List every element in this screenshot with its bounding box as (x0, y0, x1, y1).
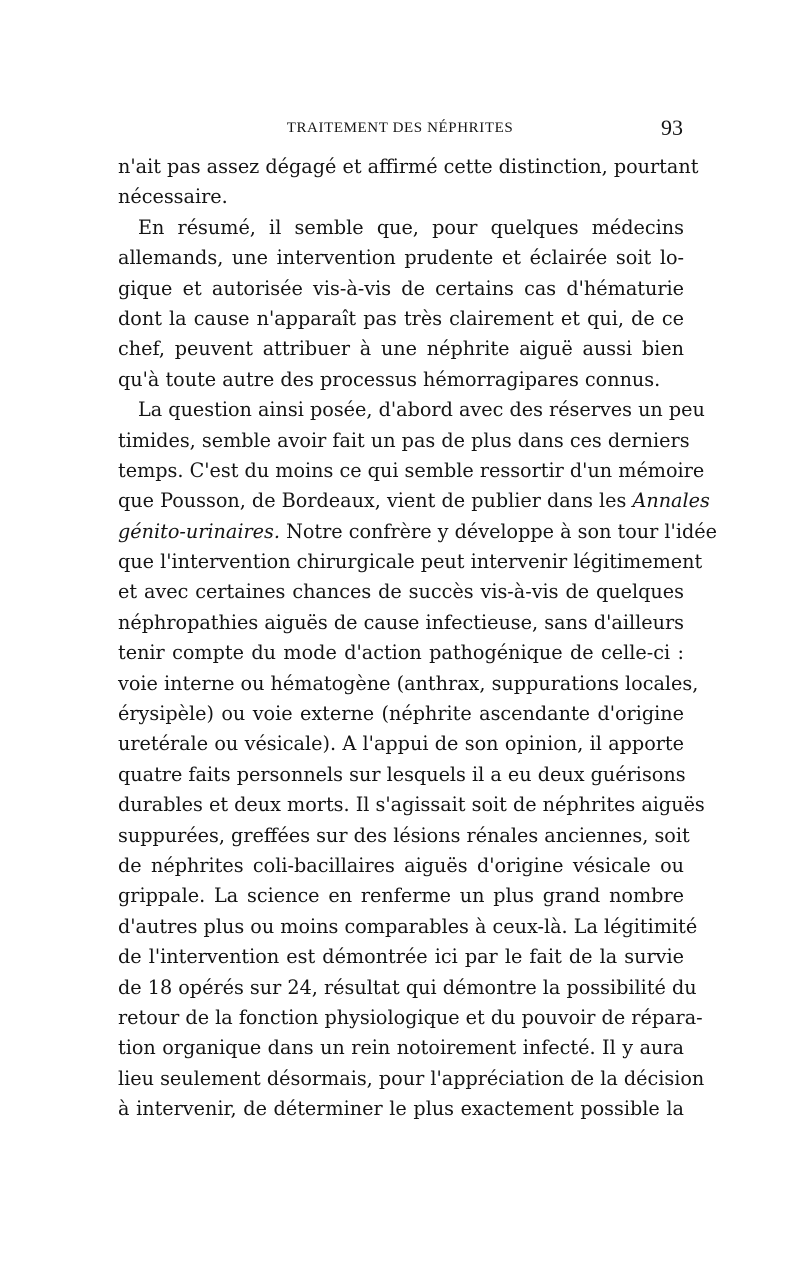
text-line: temps. C'est du moins ce qui semble ressortir d'un mémoire (118, 458, 705, 482)
text-line: voie interne ou hématogène (anthrax, suppurations locales, (118, 671, 699, 695)
journal-title: Annales (632, 489, 710, 513)
text-line: tion organique dans un rein notoirement infecté. Il y aura (118, 1036, 684, 1060)
text-line (118, 486, 710, 516)
text-line: lieu seulement désormais, pour l'appréciation de la décision (118, 1066, 705, 1090)
text-line (118, 517, 717, 547)
text-line: et avec certaines chances de succès vis-à-vis de quelques (118, 580, 684, 604)
text-line: de 18 opérés sur 24, résultat qui démontre la possibilité du (118, 975, 697, 999)
text-line: La question ainsi posée, d'abord avec des réserves un peu (138, 398, 705, 422)
text-line: En résumé, il semble que, pour quelques médecins (138, 215, 684, 239)
text-line: érysipèle) ou voie externe (néphrite ascendante d'origine (118, 702, 684, 726)
text-line: néphropathies aiguës de cause infectieuse, sans d'ailleurs (118, 610, 684, 634)
text-line: grippale. La science en renferme un plus grand nombre (118, 884, 684, 908)
body-text (118, 152, 717, 1125)
text-line: retour de la fonction physiologique et du pouvoir de répara- (118, 1005, 703, 1029)
text-line: uretérale ou vésicale). A l'appui de son opinion, il apporte (118, 732, 684, 756)
text-line: suppurées, greffées sur des lésions rénales anciennes, soit (118, 823, 690, 847)
text-line: de l'intervention est démontrée ici par le fait de la survie (118, 945, 684, 969)
text-line: tenir compte du mode d'action pathogénique de celle-ci : (118, 641, 684, 665)
journal-title: génito-urinaires. (118, 519, 280, 543)
running-head (117, 112, 683, 142)
text-line: allemands, une intervention prudente et éclairée soit lo- (118, 246, 684, 270)
text-line: durables et deux morts. Il s'agissait soit de néphrites aiguës (118, 793, 705, 817)
text-line: qu'à toute autre des processus hémorragipares connus. (118, 367, 661, 391)
text-fragment: que Pousson, de Bordeaux, vient de publier dans les (118, 489, 627, 513)
text-line: gique et autorisée vis-à-vis de certains cas d'hématurie (118, 276, 684, 300)
running-title: TRAITEMENT DES NÉPHRITES (286, 120, 514, 136)
page-number: 93 (661, 115, 683, 140)
text-line: d'autres plus ou moins comparables à ceux-là. La légitimité (118, 914, 698, 938)
text-line: à intervenir, de déterminer le plus exactement possible la (118, 1097, 684, 1121)
text-line: quatre faits personnels sur lesquels il a eu deux guérisons (118, 762, 686, 786)
text-line: nécessaire. (118, 185, 228, 209)
text-line: que l'intervention chirurgicale peut intervenir légitimement (118, 550, 703, 574)
text-line: dont la cause n'apparaît pas très clairement et qui, de ce (118, 306, 684, 330)
text-fragment: Notre confrère y développe à son tour l'idée (286, 519, 717, 543)
text-line: de néphrites coli-bacillaires aiguës d'origine vésicale ou (118, 853, 684, 877)
text-line: chef, peuvent attribuer à une néphrite aiguë aussi bien (118, 337, 684, 361)
text-line: timides, semble avoir fait un pas de plus dans ces derniers (118, 428, 690, 452)
text-line: n'ait pas assez dégagé et affirmé cette distinction, pourtant (118, 155, 699, 178)
